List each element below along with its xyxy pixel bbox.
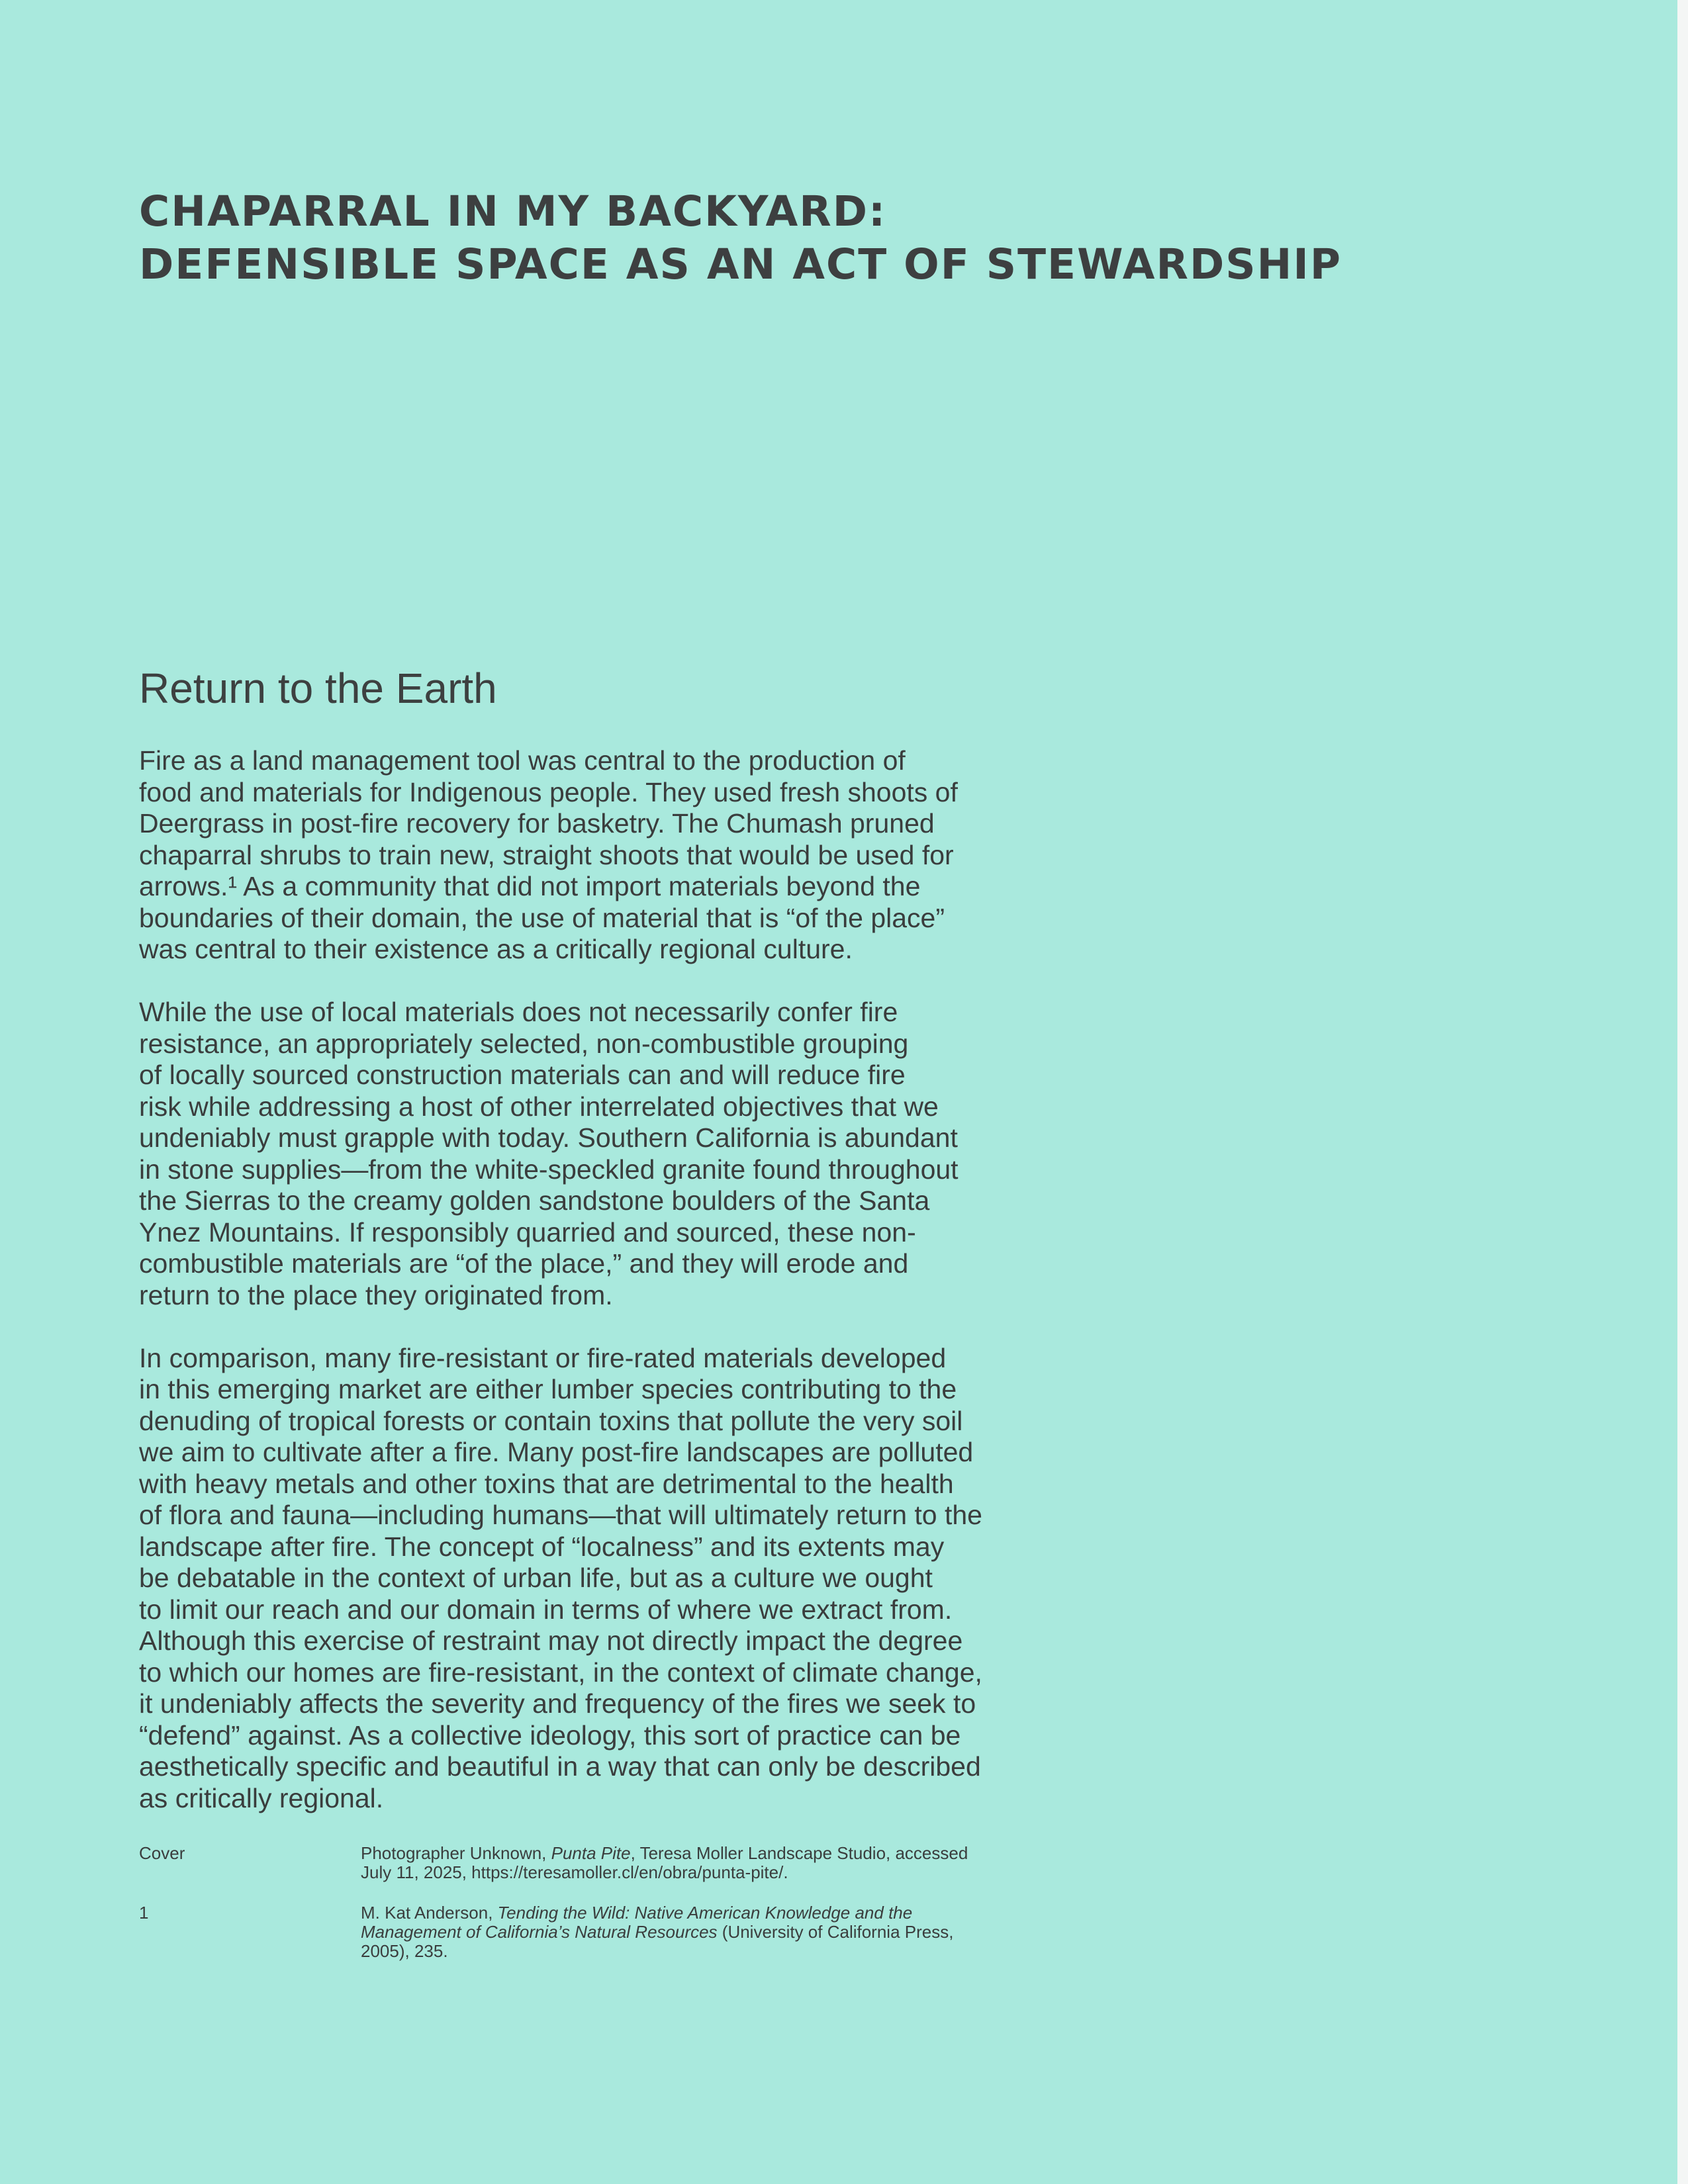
footnote-marker: 1: [139, 1903, 149, 1923]
footnote-line: [361, 1903, 1089, 1923]
text-line: return to the place they originated from.: [139, 1279, 613, 1310]
text-line: risk while addressing a host of other interrelated objectives that we: [139, 1091, 939, 1122]
text-line: Ynez Mountains. If responsibly quarried and sourced, these non-: [139, 1216, 916, 1248]
text-line: to limit our reach and our domain in terms of where we extract from.: [139, 1594, 953, 1625]
paper-edge: [1677, 0, 1688, 2184]
page-title-line-1: CHAPARRAL IN MY BACKYARD:: [139, 187, 887, 236]
text-line: denuding of tropical forests or contain toxins that pollute the very soil: [139, 1405, 963, 1436]
page-title-line-2: DEFENSIBLE SPACE AS AN ACT OF STEWARDSHIP: [139, 240, 1342, 289]
footnote-segment: (University of California Press,: [717, 1922, 954, 1942]
text-line: with heavy metals and other toxins that are detrimental to the health: [139, 1468, 954, 1499]
paragraph: [139, 745, 1092, 966]
text-line: of flora and fauna—including humans—that will ultimately return to the: [139, 1500, 982, 1530]
text-line: in stone supplies—from the white-speckled granite found throughout: [139, 1154, 959, 1185]
text-line: “defend” against. As a collective ideology, this sort of practice can be: [139, 1719, 961, 1751]
footnote-line: 2005), 235.: [361, 1941, 448, 1961]
text-line: chaparral shrubs to train new, straight shoots that would be used for: [139, 839, 954, 870]
footnote-italic-title: Punta Pite: [551, 1843, 631, 1863]
footnote-line: [361, 1844, 1089, 1863]
footnotes: [139, 1844, 1092, 1982]
footnote-segment: Photographer Unknown,: [361, 1843, 551, 1863]
text-line: be debatable in the context of urban life, but as a culture we ought: [139, 1563, 933, 1593]
text-line: Fire as a land management tool was central to the production of: [139, 745, 906, 776]
text-line: to which our homes are fire-resistant, in the context of climate change,: [139, 1657, 982, 1688]
footnote-line: July 11, 2025, https://teresamoller.cl/en/obra/punta-pite/.: [361, 1862, 788, 1882]
footnote-segment: , Teresa Moller Landscape Studio, accessed: [630, 1843, 968, 1863]
footnote-line: [361, 1923, 1089, 1942]
text-line: arrows.¹ As a community that did not import materials beyond the: [139, 871, 921, 901]
body-text: [139, 745, 1092, 1846]
paragraph: [139, 1343, 1092, 1815]
text-line: In comparison, many fire-resistant or fire-rated materials developed: [139, 1342, 947, 1373]
text-line: food and materials for Indigenous people. They used fresh shoots of: [139, 776, 958, 807]
text-line: the Sierras to the creamy golden sandstone boulders of the Santa: [139, 1185, 930, 1216]
text-line: aesthetically specific and beautiful in a way that can only be described: [139, 1751, 981, 1782]
text-line: Although this exercise of restraint may not directly impact the degree: [139, 1625, 963, 1656]
text-line: Deergrass in post-fire recovery for basketry. The Chumash pruned: [139, 808, 935, 839]
footnote-marker: Cover: [139, 1843, 185, 1863]
footnote-italic-title: Management of California’s Natural Resources: [361, 1922, 718, 1942]
text-line: boundaries of their domain, the use of material that is “of the place”: [139, 902, 945, 933]
text-line: was central to their existence as a critically regional culture.: [139, 934, 853, 964]
footnote-italic-title: Tending the Wild: Native American Knowledge and the: [497, 1903, 913, 1923]
footnote-cover: [139, 1844, 1092, 1882]
text-line: resistance, an appropriately selected, non-combustible grouping: [139, 1028, 909, 1059]
text-line: While the use of local materials does not necessarily confer fire: [139, 997, 898, 1027]
text-line: combustible materials are “of the place,” and they will erode and: [139, 1248, 909, 1279]
text-line: of locally sourced construction materials can and will reduce fire: [139, 1060, 906, 1090]
footnote-text: [361, 1903, 1089, 1961]
text-line: we aim to cultivate after a fire. Many post-fire landscapes are polluted: [139, 1437, 974, 1467]
text-line: as critically regional.: [139, 1782, 384, 1813]
text-line: it undeniably affects the severity and frequency of the fires we seek to: [139, 1688, 976, 1719]
page-title: [139, 185, 1529, 291]
footnote-1: [139, 1903, 1092, 1961]
text-line: landscape after fire. The concept of “localness” and its extents may: [139, 1531, 945, 1562]
section-heading: Return to the Earth: [139, 664, 497, 712]
text-line: undeniably must grapple with today. Southern California is abundant: [139, 1122, 958, 1153]
footnote-text: [361, 1844, 1089, 1882]
footnote-segment: M. Kat Anderson,: [361, 1903, 498, 1923]
text-line: in this emerging market are either lumber species contributing to the: [139, 1374, 957, 1404]
paragraph: [139, 997, 1092, 1311]
